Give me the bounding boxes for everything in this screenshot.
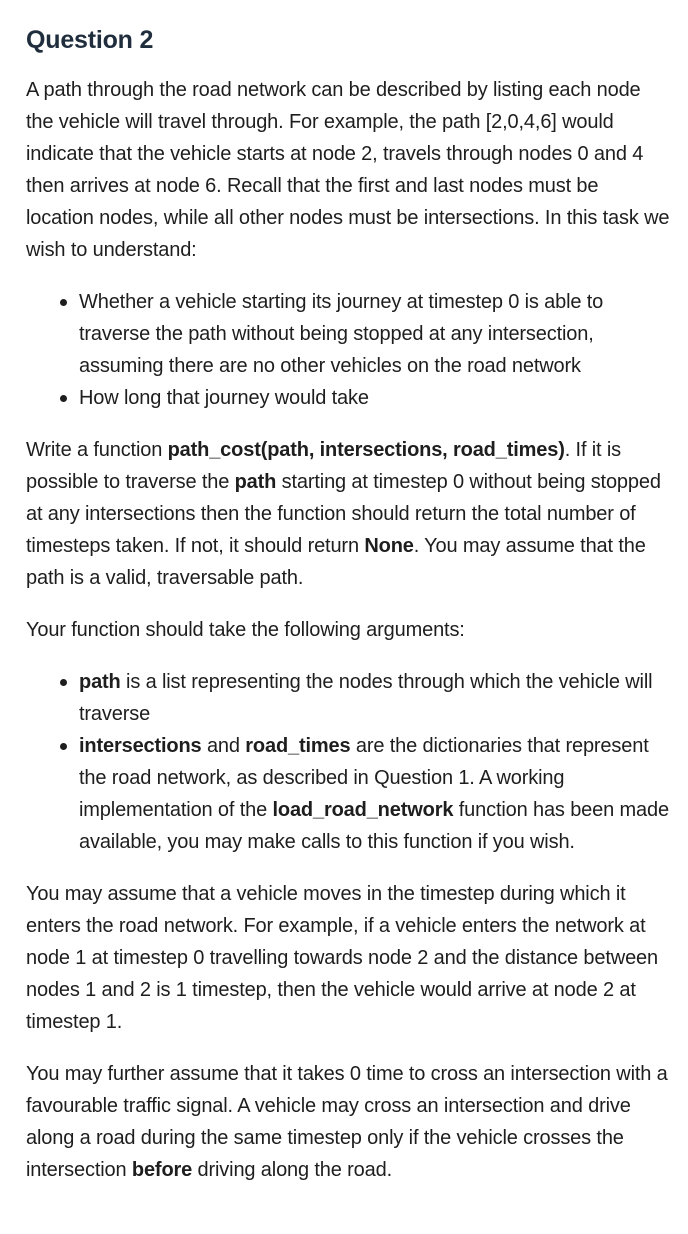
load-function-name: load_road_network: [272, 799, 454, 821]
argument-item-path: [79, 666, 670, 730]
function-text: starting at timestep 0 without being stopped at any intersections then the function should return the total number of timesteps taken. If not, it should return: [26, 471, 661, 557]
none-keyword: None: [364, 535, 414, 557]
goal-item-traverse: Whether a vehicle starting its journey at timestep 0 is able to traverse the path without being stopped at any intersection, assuming there are no other vehicles on the road network: [79, 286, 670, 382]
arguments-list: [26, 666, 670, 858]
argument-item-network: [79, 730, 670, 858]
crossing-paragraph: [26, 1058, 670, 1186]
arg-name-road-times: road_times: [245, 735, 351, 757]
question-heading: Question 2: [26, 26, 154, 54]
path-keyword: path: [234, 471, 277, 493]
arg-desc: is a list representing the nodes through which the vehicle will traverse: [79, 671, 653, 725]
arg-name-path: path: [79, 671, 121, 693]
arg-desc: function has been made available, you may make calls to this function if you wish.: [79, 799, 669, 853]
crossing-text: driving along the road.: [192, 1159, 392, 1181]
function-paragraph: [26, 434, 670, 594]
function-text: . You may assume that the path is a valid, traversable path.: [26, 535, 646, 589]
arguments-intro: Your function should take the following arguments:: [26, 619, 465, 641]
goal-item-duration: How long that journey would take: [79, 382, 670, 414]
function-text: . If it is possible to traverse the: [26, 439, 622, 493]
crossing-text: You may further assume that it takes 0 time to cross an intersection with a favourable traffic signal. A vehicle may cross an intersection and drive along a road during the same timestep only if the vehicle crosses the intersection: [26, 1063, 668, 1181]
arg-conjunction: and: [201, 735, 246, 757]
function-signature: path_cost(path, intersections, road_times): [167, 439, 565, 461]
intro-paragraph: A path through the road network can be described by listing each node the vehicle will travel through. For example, the path [2,0,4,6] would indicate that the vehicle starts at node 2, travels through nodes 0 and 4 then arrives at node 6. Recall that the first and last nodes must be location nodes, while all other nodes must be intersections. In this task we wish to understand:: [26, 79, 670, 261]
timestep-paragraph: You may assume that a vehicle moves in the timestep during which it enters the road network. For example, if a vehicle enters the network at node 1 at timestep 0 travelling towards node 2 and the distance between nodes 1 and 2 is 1 timestep, then the vehicle would arrive at node 2 at timestep 1.: [26, 883, 658, 1033]
goals-list: [26, 286, 670, 414]
function-text: Write a function: [26, 439, 168, 461]
before-keyword: before: [131, 1159, 193, 1181]
arg-name-intersections: intersections: [79, 735, 202, 757]
arg-desc: are the dictionaries that represent the road network, as described in Question 1. A working implementation of the: [79, 735, 649, 821]
